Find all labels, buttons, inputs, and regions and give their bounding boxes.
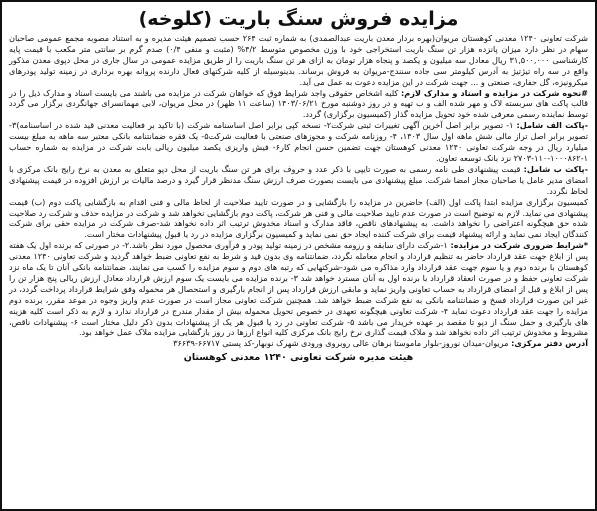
office-address-text: مریوان-میدان نوروز-بلوار ماموستا برهان عالی روبروی ورودی شهرک نوبهار-کد پستی ۶۶۷۱۷-۳۶۶۳۹ [173,338,509,349]
section-participation-heading: #نحوه شرکت در مزایده و اسناد و مدارک لازم: [401,87,588,98]
section-envelope-a [9,120,588,164]
section-envelope-b [9,164,588,197]
section-participation-text: کلیه اشخاص حقوقی واجد شرایط فوق که خواهان شرکت در مزایده می باشند می بایست اسناد و مدارک ذیل را در قالب پاکت های سربسته لاک و مهر شده الف و ب تهیه و در روز دوشنبه مورخ ۱۴۰۳/۰۶/۲۱ (ساعت ۱۱ ظهر) در محل مریوان، لابی مهمانسرای جهانگردی برگزار می گردد توسط نماینده رسمی معرفی شده خود تحویل مزایده گذار (کمیسیون برگزاری) گردد. [9,87,588,120]
section-envelope-a-text: ۱- تصویر برابر اصل آخرین آگهی تغییرات ثبتی شرکت۲- نسخه کپی برابر اصل اساسنامه شرکت (با تاکید بر فعالیت معدنی قید شده در اساسنامه)۳- تصویر برابر اصل تراز مالی شش ماهه اول سال ۱۴۰۳، ۴- روزنامه شرکت و مجوزهای صنعتی با فعالیت شرکت۵- یک فقره ضمانتنامه بانکی معتبر سه ماهه به مبلغ بیست میلیارد ریال در وجه شرکت تعاونی ۱۲۴۰ معدنی کوهستان جهت تضمین حسن انجام کار۶- فیش واریزی یکصد میلیون ریالی بابت شرکت در مزایده به شماره حساب ۱-۱۰۰۰۸۶۲-۱۱۰-۲۷۰۳ نزد بانک توسعه تعاون. [9,120,588,163]
signature-board: هیئت مدیره شرکت تعاونی ۱۲۴۰ معدنی کوهستان [183,352,414,364]
section-conditions [9,240,588,338]
office-address-label: آدرس دفتر مرکزی: [511,338,588,349]
section-envelope-b-text: قیمت پیشنهادی طی نامه رسمی به صورت تایپی با ذکر عدد و حروف برای هر تن سنگ باریت از محل دپو متعلق به معدن به نرخ رایج بانک مرکزی با امضای مدیر عامل یا صاحبان مجاز امضا شرکت. مبلغ پیشنهادی می بایست بصورت صرف ارزش سنگ مدنظر قرار گیرد و درصد مالیات بر ارزش افزوده در قیمت پیشنهادی لحاظ نگردد. [9,163,588,196]
section-envelope-a-heading: -پاکت الف شامل: [516,120,588,131]
notice-intro: شرکت تعاونی ۱۲۴۰ معدنی کوهستان مریوان(بهره بردار معدن باریت عبدالصمدی) به شماره ثبت ۲۶۴ حسب تصمیم هیئت مدیره و به استناد مصوبه مجمع عمومی صاحبان سهام در نظر دارد میزان پانزده هزار تن سنگ باریت استخراجی خود با وزن مخصوص متوسط ۴/۲% (مثبت و منفی ۰/۴) صدم گرم بر سانتی متر مکعب با قیمت پایه کارشناسی ۳۱,۵۰۰,۰۰۰ ریال معادل سه میلیون و یکصد و پنجاه هزار تومان به ازای هر تن سنگ باریت را از طریق مزایده عمومی در سال جاری در محل دپوی معدن مذکور واقع در سه راه تیژتیژ به آدرس کیلومتر سی جاده سنندج-مریوان به فروش برساند. بدینوسیله از کلیه شرکتهای فعال دارنده پروانه بهره برداری در زمینه تولید پودرهای میکرونیزه، گل حفاری، صنعتی و ... جهت شرکت در این مزایده دعوت به عمل می آید. [9,33,588,87]
section-participation [9,88,588,121]
office-address [9,338,588,349]
section-envelope-b-heading: -پاکت ب شامل: [523,163,588,174]
section-conditions-heading: *شرایط ضروری شرکت در مزایده: [450,240,588,251]
notice-title: مزایده فروش سنگ باریت (کلوخه) [138,8,459,30]
section-commission: کمیسیون برگزاری مزایده ابتدا پاکت اول (الف) حاضرین در مزایده را بازگشایی و در صورت تایید صلاحیت از لحاظ مالی و فنی اقدام به بازگشایی پاکت دوم (ب) قیمت پیشنهادی می نماید. لازم به توضیح است در صورت عدم تایید صلاحیت مالی و فنی هر شرکت، پاکت دوم بازگشایی نخواهد شد و شرکت در مزایده حذف و شرکت رد صلاحیت شده حق هیچگونه اعتراضی را نخواهد داشت. به پیشنهادهای ناقص، فاقد مدارک و اسناد مخدوش ترتیب اثر داده نخواهد شد-صرف شرکت در مزایده حقی برای شرکت کنندگان ایجاد نمی نماید و ارائه پیشنهاد قیمت برای شرکت کننده ایجاد حق نمی نماید و کمیسیون برگزاری مزایده در رد یا قبول پیشنهادات مختار است. [9,196,588,240]
section-conditions-text: ۱-شرکت دارای سابقه و رزومه مشخص در زمینه تولید پودر و فرآوری محصول مورد نظر باشد.۲- در صورتی که برنده اول یک هفته پس از ابلاغ جهت عقد قرارداد حاضر به تنظیم قرارداد و انجام معامله نگردد، ضمانتنامه وی بدون قید و شرط به نفع تعاونی ضبط خواهد گردید و شرکت تعاونی ۱۲۴۰ معدنی کوهستان با برنده دوم و یا سوم جهت عقد قرارداد وارد مذاکره می شود-شرکتهایی که رتبه های دوم و سوم مزایده را کسب می نمایند، ضمانتنامه بانکی آنان تا یک ماه نزد شرکت تعاونی حفظ و در صورت انعقاد قرارداد با برنده اول به آنان مسترد خواهد شد ۳- برنده مزایده می بایست یک سوم ارزش قرارداد معادل ارزش ریالی پنج هزار تن را پس از ابلاغ و قبل از امضای قرارداد به حساب تعاونی واریز نماید و مابقی ارزش قرارداد پس از انجام بارگیری و استحصال هر محموله وفق شرایط قرارداد پرداخت گردد، در غیر این صورت قرارداد فسخ و ضمانتنامه بانکی به نفع شرکت ضبط خواهد شد. همچنین شرکت تعاونی مجاز است در صورت عدم واریز وجوه در موعد مقرر، برنده دوم مزایده را جهت عقد قرارداد دعوت نماید ۴- شرکت تعاونی هیچگونه تعهدی در خصوص تحویل محموله بیش از مقدار مندرج در قرارداد ندارد و لازم به ذکر است کلیه هزینه های بارگیری و حمل سنگ از دپو تا مقصد بر عهده خریدار می باشد ۵- شرکت تعاونی در رد یا قبول هر یک از پیشنهادات بدون ذکر دلیل مختار است ۶- پیشنهادات ناقص، مشروط و مخدوش ترتیب اثر داده نخواهد شد و ملاک قیمت گذاری نرخ رایج بانک مرکزی کلیه انواع ارزها در روز بازگشایی مزایده ملاک عمل خواهد بود. [9,240,589,338]
